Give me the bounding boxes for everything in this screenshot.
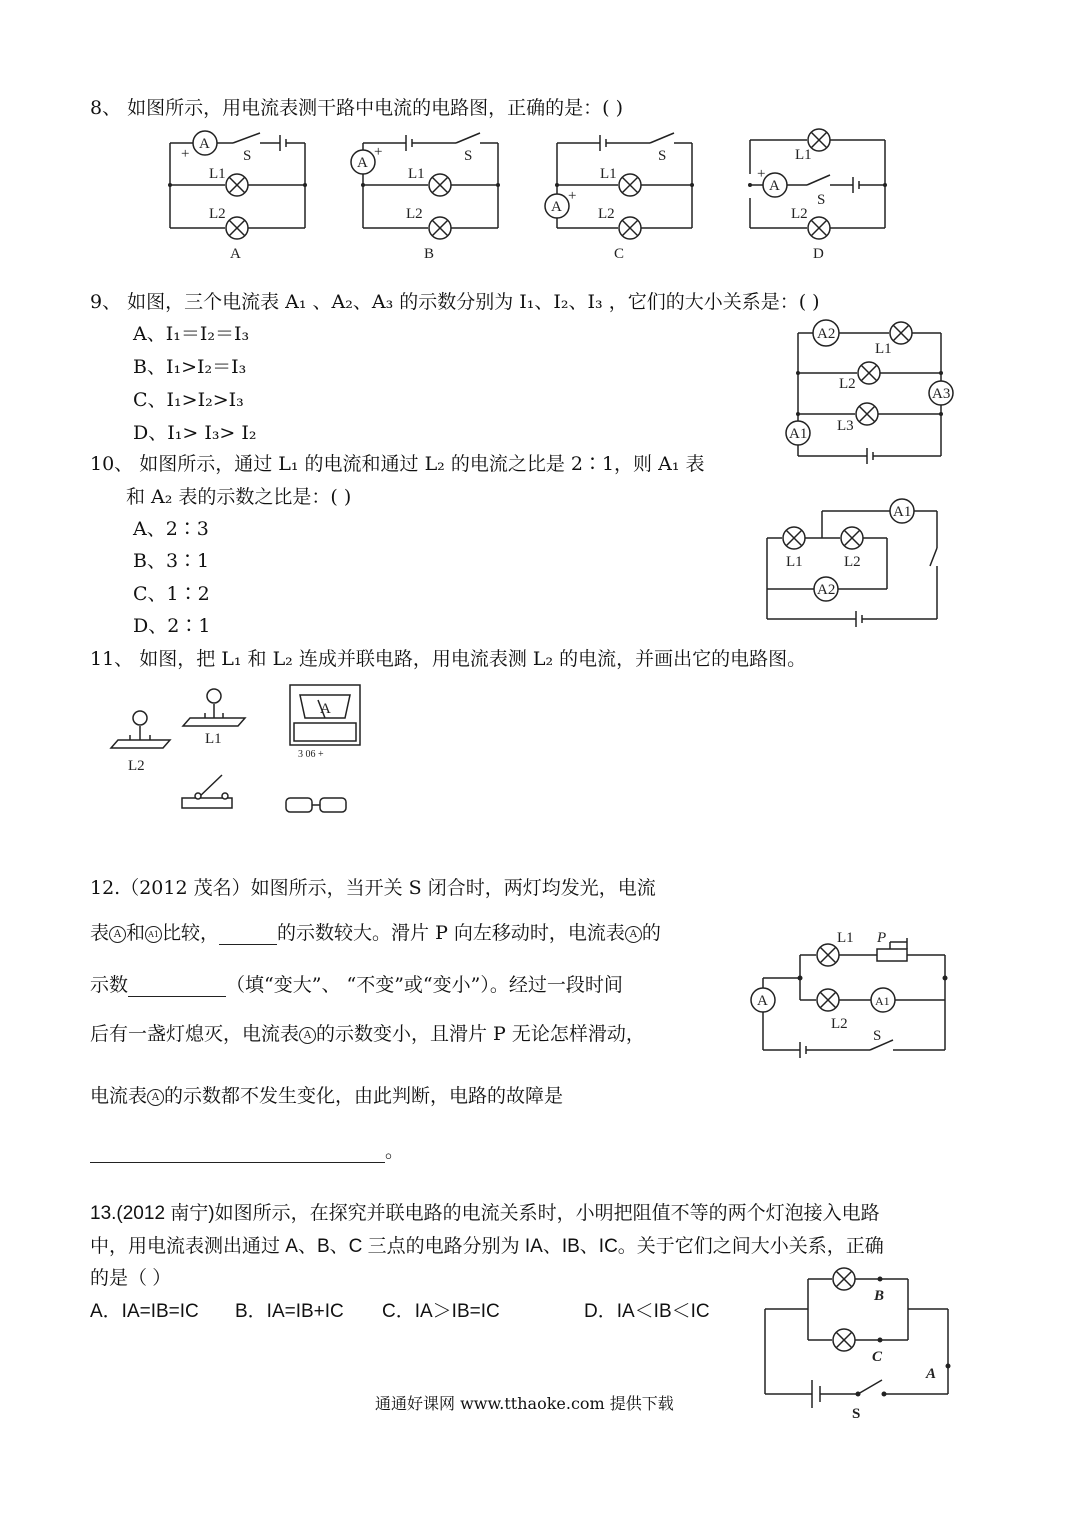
ammeter-a-icon: A — [299, 1027, 316, 1044]
q13-option-c[interactable]: C．IA＞IB=IC — [382, 1301, 500, 1322]
q11-components — [110, 680, 370, 820]
a3-label: A3 — [932, 386, 951, 402]
ammeter-a-icon: A — [625, 926, 642, 943]
q10-option-c[interactable]: C、1∶2 — [133, 583, 210, 605]
c-label: C — [872, 1349, 883, 1365]
l2-label: L2 — [791, 206, 808, 222]
option-label: A — [230, 246, 241, 262]
option-label: D — [813, 246, 824, 262]
q12-line4: 后有一盏灯熄灭，电流表 A 的示数变小，且滑片 P 无论怎样滑动， — [90, 1023, 645, 1045]
answer-blank-3[interactable] — [90, 1144, 385, 1163]
q12-line2: 表 A 和 A1 比较， 的示数较大。滑片 P 向左移动时，电流表 A 的 — [90, 922, 661, 944]
footer-text: 通通好课网 www.tthaoke.com 提供下载 — [375, 1394, 674, 1413]
ammeter-label: A — [551, 199, 562, 215]
switch-label: S — [243, 148, 252, 164]
q9-option-b[interactable]: B、I₁>I₂＝I₃ — [133, 356, 247, 378]
q8-circuit-a — [165, 128, 315, 263]
l1-label: L1 — [600, 166, 617, 182]
a1-label: A1 — [875, 994, 890, 1008]
l3-label: L3 — [837, 418, 854, 434]
ammeter-a1-icon: A1 — [145, 926, 162, 943]
switch-label: S — [817, 192, 826, 208]
answer-blank-2[interactable] — [128, 978, 226, 997]
q8-text: 8、 如图所示，用电流表测干路中电流的电路图，正确的是：( ) — [90, 97, 623, 119]
battery-icon — [286, 798, 346, 812]
a1-label: A1 — [789, 426, 808, 442]
ammeter-label: A — [769, 178, 780, 194]
option-label: B — [424, 246, 435, 262]
l1-label: L1 — [795, 147, 812, 163]
b-label: B — [874, 1288, 885, 1304]
a-label: A — [926, 1366, 937, 1382]
plus-label: + — [181, 146, 190, 162]
a1-label: A1 — [893, 504, 912, 520]
l2-label: L2 — [406, 206, 423, 222]
q12-circuit — [745, 920, 950, 1060]
l2-label: L2 — [831, 1016, 848, 1032]
q8-circuit-d — [745, 128, 895, 263]
ammeter-a-icon: A — [147, 1089, 164, 1106]
l1-label: L1 — [205, 731, 222, 747]
q8-circuit-b — [348, 128, 508, 263]
q12-line1: 12.（2012 茂名）如图所示，当开关 S 闭合时，两灯均发光，电流 — [90, 877, 656, 899]
q9-circuit — [783, 318, 963, 466]
q9-option-d[interactable]: D、I₁> I₃> I₂ — [133, 422, 257, 444]
s-label: S — [873, 1028, 882, 1044]
l1-label: L1 — [786, 554, 803, 570]
s-label: S — [852, 1406, 861, 1422]
ammeter-icon — [290, 685, 360, 760]
plus-label: + — [757, 166, 766, 182]
l1-label: L1 — [837, 930, 854, 946]
plus-label: + — [568, 188, 577, 204]
l2-label: L2 — [839, 376, 856, 392]
ammeter-label: A — [199, 136, 210, 152]
q10-line2: 和 A₂ 表的示数之比是：( ) — [126, 486, 352, 508]
q10-option-d[interactable]: D、2∶1 — [133, 615, 211, 637]
l1-label: L1 — [408, 166, 425, 182]
q8-circuit-c — [542, 128, 702, 263]
q11-text: 11、 如图，把 L₁ 和 L₂ 连成并联电路，用电流表测 L₂ 的电流，并画出它的电路图。 — [90, 648, 807, 670]
answer-blank-1[interactable] — [219, 926, 277, 945]
bulb-l2-icon — [111, 711, 170, 774]
a-label: A — [757, 993, 768, 1009]
q13-line1: 13.(2012 南宁)如图所示，在探究并联电路的电流关系时，小明把阻值不等的两个灯泡接入电路 — [90, 1203, 880, 1224]
q12-line5: 电流表 A 的示数都不发生变化，由此判断，电路的故障是 — [90, 1085, 564, 1107]
q13-option-b[interactable]: B．IA=IB+IC — [235, 1301, 344, 1322]
q10-option-a[interactable]: A、2∶3 — [133, 518, 209, 540]
q9-option-a[interactable]: A、I₁＝I₂＝I₃ — [133, 323, 250, 345]
q13-circuit — [760, 1262, 960, 1422]
l1-label: L1 — [875, 341, 892, 357]
q10-circuit — [762, 496, 947, 624]
l2-label: L2 — [209, 206, 226, 222]
q10-option-b[interactable]: B、3∶1 — [133, 550, 210, 572]
q9-text: 9、 如图，三个电流表 A₁ 、A₂、A₃ 的示数分别为 I₁、I₂、I₃ ，它们的大小关系是：( ) — [90, 291, 820, 313]
a2-label: A2 — [817, 582, 836, 598]
l2-label: L2 — [128, 758, 145, 774]
q9-option-c[interactable]: C、I₁>I₂>I₃ — [133, 389, 244, 411]
plus-label: + — [374, 144, 383, 160]
q13-option-d[interactable]: D．IA＜IB＜IC — [584, 1301, 710, 1322]
switch-label: S — [464, 148, 473, 164]
ammeter-symbol: A — [320, 701, 331, 717]
l2-label: L2 — [844, 554, 861, 570]
switch-label: S — [658, 148, 667, 164]
a2-label: A2 — [817, 326, 836, 342]
q13-line2: 中，用电流表测出通过 A、B、C 三点的电路分别为 IA、IB、IC。关于它们之间大小关系，正确 — [90, 1236, 884, 1257]
q12-line3: 示数 （填“变大”、 “不变”或“变小”）。经过一段时间 — [90, 974, 623, 996]
l2-label: L2 — [598, 206, 615, 222]
ammeter-scale: 3 06 + — [298, 749, 324, 760]
switch-icon — [182, 775, 232, 808]
ammeter-a-icon: A — [109, 926, 126, 943]
ammeter-label: A — [357, 155, 368, 171]
q10-line1: 10、 如图所示，通过 L₁ 的电流和通过 L₂ 的电流之比是 2∶1，则 A₁ 表 — [90, 453, 705, 475]
option-label: C — [614, 246, 625, 262]
q12-line6: 。 — [90, 1139, 404, 1163]
p-label: P — [877, 930, 887, 946]
l1-label: L1 — [209, 166, 226, 182]
q13-line3: 的是（ ） — [90, 1268, 172, 1289]
bulb-l1-icon — [183, 689, 245, 747]
q13-option-a[interactable]: A．IA=IB=IC — [90, 1301, 199, 1322]
